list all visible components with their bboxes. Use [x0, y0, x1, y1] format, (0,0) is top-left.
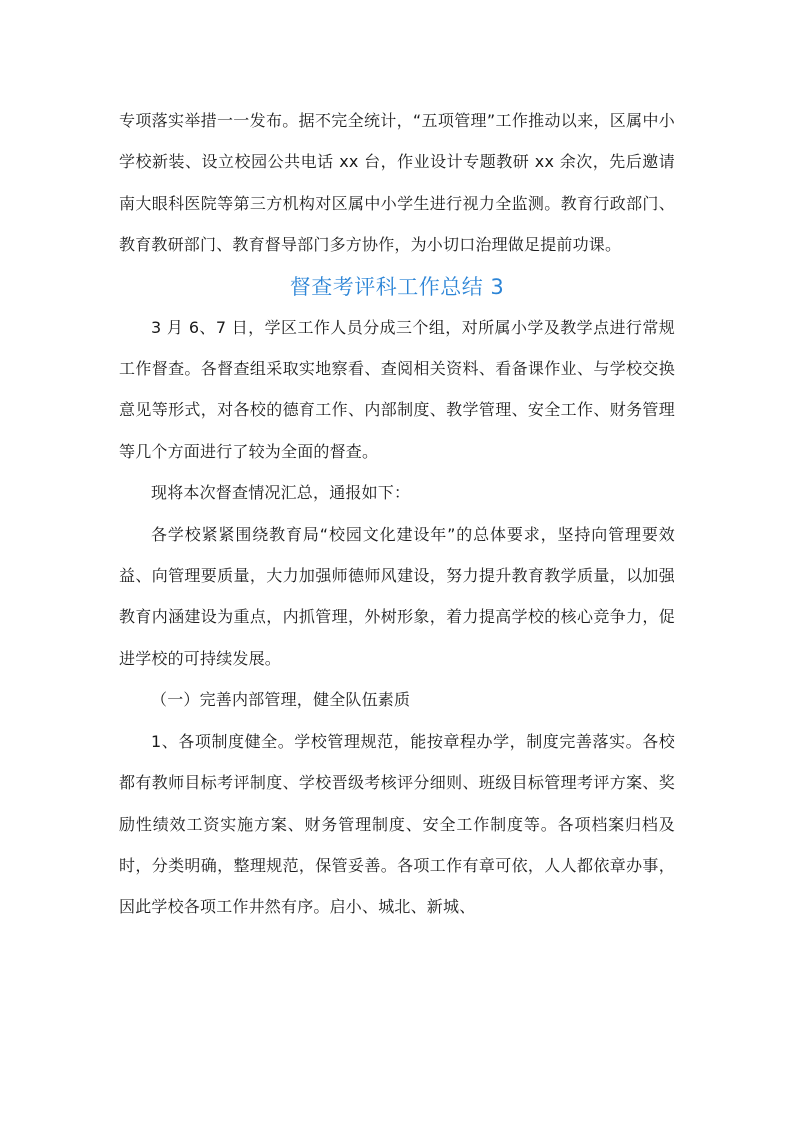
- subsection-heading: （一）完善内部管理，健全队伍素质: [151, 690, 411, 710]
- document-body: [119, 100, 675, 928]
- section-title: 督查考评科工作总结 3: [289, 274, 505, 299]
- paragraph-intro: 3 月 6、7 日，学区工作人员分成三个组，对所属小学及教学点进行常规工作督查。各督查组采取实地察看、查阅相关资料、看备课作业、与学校交换意见等形式，对各校的德育工作、内部制度、教学管理、安全工作、财务管理等几个方面进行了较为全面的督查。: [119, 317, 675, 461]
- paragraph-report: 现将本次督查情况汇总，通报如下：: [151, 483, 411, 503]
- paragraph-item-1: 1、各项制度健全。学校管理规范，能按章程办学，制度完善落实。各校都有教师目标考评制度、学校晋级考核评分细则、班级目标管理考评方案、奖励性绩效工资实施方案、财务管理制度、安全工作制度等。各项档案归档及时，分类明确，整理规范，保管妥善。各项工作有章可依，人人都依章办事，因此学校各项工作井然有序。启小、城北、新城、: [119, 731, 675, 917]
- paragraph-overview: 各学校紧紧围绕教育局“校园文化建设年”的总体要求，坚持向管理要效益、向管理要质量，大力加强师德师风建设，努力提升教育教学质量，以加强教育内涵建设为重点，内抓管理，外树形象，着力提高学校的核心竞争力，促进学校的可持续发展。: [119, 524, 675, 668]
- paragraph-continuation: 专项落实举措一一发布。据不完全统计，“五项管理”工作推动以来，区属中小学校新装、设立校园公共电话 xx 台，作业设计专题教研 xx 余次，先后邀请南大眼科医院等第三方机构对区属中小学生进行视力全监测。教育行政部门、教育教研部门、教育督导部门多方协作，为小切口治理做足提前功课。: [119, 111, 675, 255]
